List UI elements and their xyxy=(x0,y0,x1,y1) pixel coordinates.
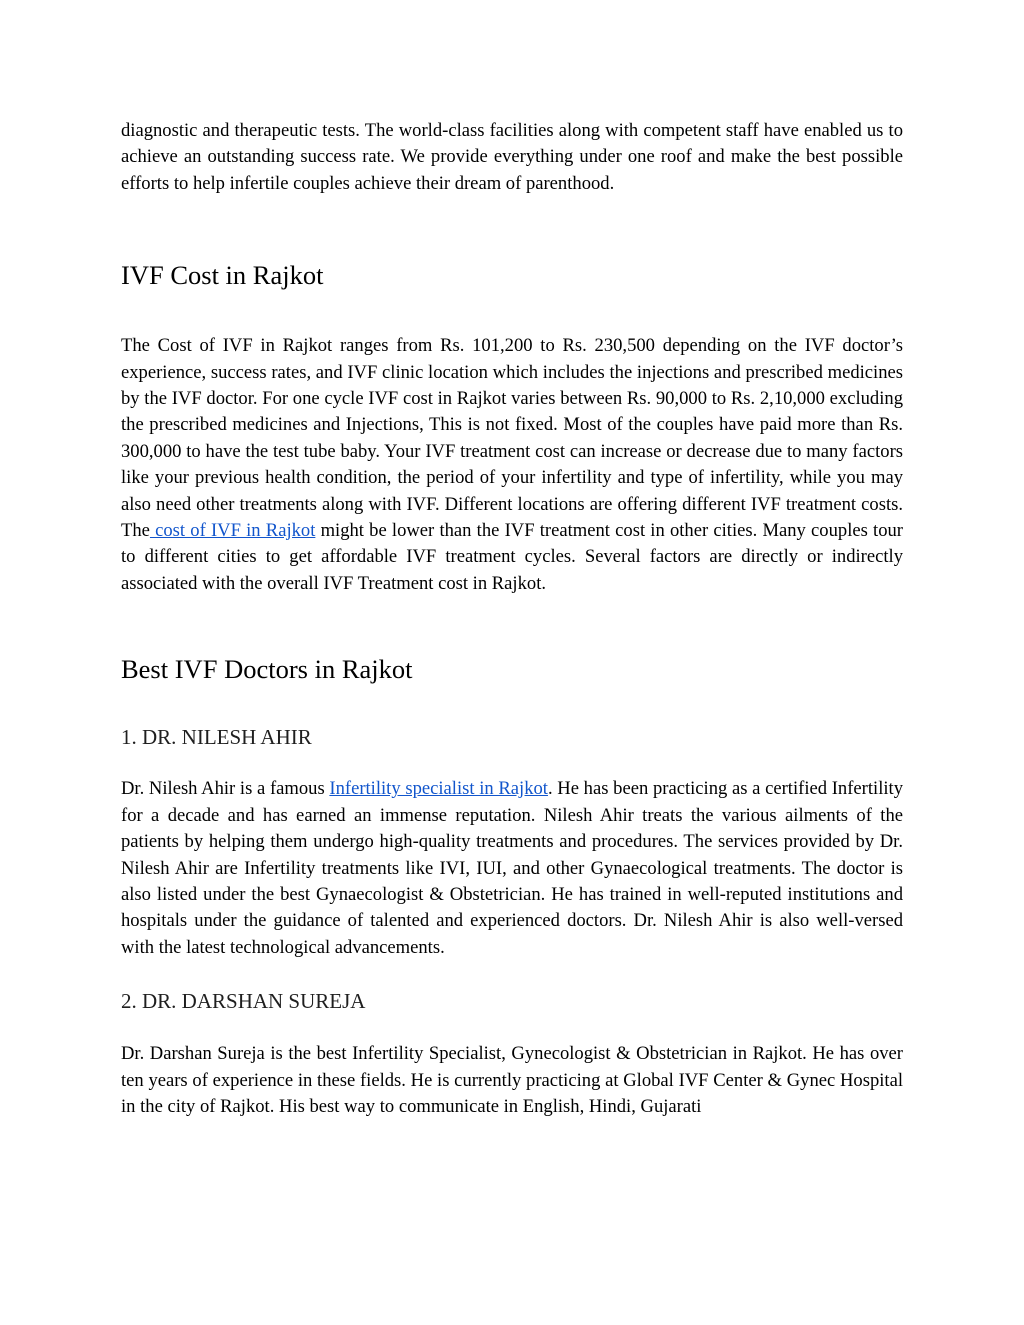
doctor1-paragraph xyxy=(121,776,903,961)
ivf-cost-paragraph xyxy=(121,333,903,597)
intro-paragraph: diagnostic and therapeutic tests. The world-class facilities along with competent staff have enabled us to achieve an outstanding success rate. We provide everything under one roof and make the best possible efforts to help infertile couples achieve their dream of parenthood. xyxy=(121,120,903,194)
doctor1-heading: 1. DR. NILESH AHIR xyxy=(121,725,312,750)
ivf-cost-text-after-link: might be lower than the IVF treatment cost in other cities. Many couples tour to different cities to get affordable IVF treatment cycles. Several factors are directly or indirectly associated with the overall IVF Treatment cost in Rajkot. xyxy=(121,520,903,594)
doctor1-text-after-link: . He has been practicing as a certified Infertility for a decade and has earned an immense reputation. Nilesh Ahir treats the various ailments of the patients by helping them undergo high-quality treatments and procedures. The services provided by Dr. Nilesh Ahir are Infertility treatments like IVI, IUI, and other Gynaecological treatments. The doctor is also listed under the best Gynaecologist & Obstetrician. He has trained in well-reputed institutions and hospitals under the guidance of talented and experienced doctors. Dr. Nilesh Ahir is also well-versed with the latest technological advancements. xyxy=(121,778,903,958)
doctor1-text-before-link: Dr. Nilesh Ahir is a famous xyxy=(121,778,330,800)
ivf-cost-text-before-link: The Cost of IVF in Rajkot ranges from Rs. 101,200 to Rs. 230,500 depending on the IVF doctor’s experience, success rates, and IVF clinic location which includes the injections and prescribed medicines by the IVF doctor. For one cycle IVF cost in Rajkot varies between Rs. 90,000 to Rs. 2,10,000 excluding the prescribed medicines and Injections, This is not fixed. Most of the couples have paid more than Rs. 300,000 to have the test tube baby. Your IVF treatment cost can increase or decrease due to many factors like your previous health condition, the period of your infertility and type of infertility, while you may also need other treatments along with IVF. Different locations are offering different IVF treatment costs. The xyxy=(121,335,903,542)
ivf-cost-heading: IVF Cost in Rajkot xyxy=(121,260,324,291)
document-page xyxy=(121,118,903,1120)
infertility-specialist-link[interactable]: Infertility specialist in Rajkot xyxy=(329,778,548,800)
doctor2-heading: 2. DR. DARSHAN SUREJA xyxy=(121,989,366,1014)
best-doctors-heading: Best IVF Doctors in Rajkot xyxy=(121,654,413,685)
doctor2-paragraph: Dr. Darshan Sureja is the best Infertility Specialist, Gynecologist & Obstetrician in Rajkot. He has over ten years of experience in these fields. He is currently practicing at Global IVF Center & Gynec Hospital in the city of Rajkot. His best way to communicate in English, Hindi, Gujarati xyxy=(121,1043,903,1117)
cost-of-ivf-link[interactable]: cost of IVF in Rajkot xyxy=(149,520,316,542)
